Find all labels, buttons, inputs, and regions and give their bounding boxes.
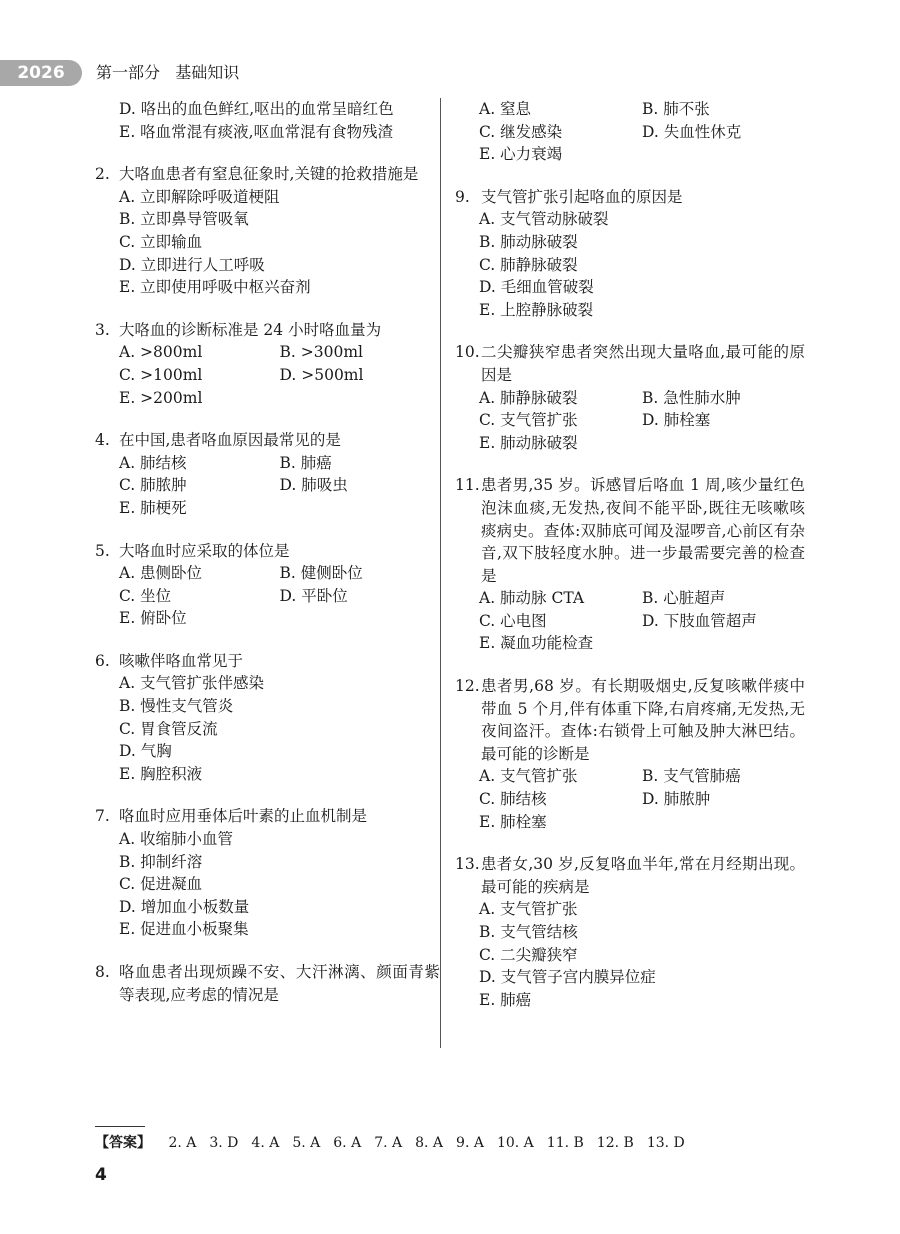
option-row	[119, 231, 440, 254]
option-row	[479, 765, 805, 788]
option: D. 下肢血管超声	[642, 611, 757, 630]
question	[95, 650, 440, 786]
option-row	[479, 921, 805, 944]
answer-key-label: 【答案】	[95, 1135, 151, 1151]
option: D. 肺脓肿	[642, 790, 711, 809]
question	[455, 341, 805, 454]
page-header	[0, 60, 900, 88]
option: B. 肺不张	[642, 100, 710, 118]
option: A. 支气管动脉破裂	[479, 210, 609, 229]
option: B. 支气管肺癌	[642, 767, 741, 786]
option-row	[119, 585, 440, 608]
option-row	[119, 740, 440, 763]
option-row	[479, 231, 805, 254]
option-row	[479, 632, 805, 655]
option: C. 肺脓肿	[119, 476, 187, 495]
option-row	[119, 672, 440, 695]
option: A. >800ml	[119, 343, 203, 362]
option: E. 肺癌	[479, 990, 532, 1009]
options	[455, 387, 805, 455]
answer-item: 8. A	[415, 1135, 444, 1151]
question-number: 9.	[455, 187, 470, 206]
answer-item: 12. B	[596, 1135, 634, 1151]
option: E. 立即使用呼吸中枢兴奋剂	[119, 278, 311, 297]
option-row	[119, 873, 440, 896]
right-column	[455, 98, 805, 1031]
option: C. 立即输血	[119, 232, 203, 251]
option: A. 肺结核	[119, 453, 187, 472]
options	[95, 341, 440, 409]
option: A. 立即解除呼吸道梗阻	[119, 187, 280, 206]
options	[455, 765, 805, 833]
option-row	[479, 432, 805, 455]
option: C. 坐位	[119, 586, 172, 605]
question-number: 4.	[95, 431, 110, 450]
question-stem	[455, 341, 805, 386]
section-title: 第一部分 基础知识	[96, 63, 240, 82]
option-row	[119, 918, 440, 941]
option: B. 慢性支气管炎	[119, 697, 234, 716]
option: B. 立即鼻导管吸氧	[119, 210, 249, 229]
option-row	[119, 387, 440, 410]
option-row	[119, 562, 440, 585]
question-stem	[95, 650, 440, 673]
option-row	[119, 364, 440, 387]
option-row	[479, 276, 805, 299]
option-row	[479, 387, 805, 410]
option: C. 心电图	[479, 611, 547, 630]
option-row	[479, 788, 805, 811]
question-number: 8.	[95, 963, 110, 981]
option-row	[479, 610, 805, 633]
question-stem	[95, 961, 440, 1006]
left-column	[95, 98, 440, 1026]
option: E. 肺栓塞	[479, 812, 547, 831]
option: E. 咯血常混有痰液,呕血常混有食物残渣	[119, 122, 394, 141]
option: C. 支气管扩张	[479, 411, 578, 430]
question-stem	[455, 186, 805, 209]
question	[95, 163, 440, 299]
option: E. 肺梗死	[119, 498, 187, 517]
answer-item: 2. A	[168, 1135, 197, 1151]
option-row	[479, 944, 805, 967]
option: E. 上腔静脉破裂	[479, 300, 594, 319]
option: D. 平卧位	[279, 586, 348, 605]
option: D. 气胸	[119, 742, 172, 761]
question-text: 大咯血的诊断标准是 24 小时咯血量为	[119, 320, 382, 339]
option-row	[479, 299, 805, 322]
question-number: 6.	[95, 651, 110, 670]
question	[95, 961, 440, 1006]
answer-item: 11. B	[546, 1135, 584, 1151]
option: C. 促进凝血	[119, 875, 203, 894]
page-number: 4	[95, 1165, 107, 1185]
option-row	[119, 828, 440, 851]
question-number: 11.	[455, 476, 480, 495]
option: D. 支气管子宫内膜异位症	[479, 968, 656, 987]
option: B. 急性肺水肿	[642, 388, 741, 407]
option: C. 肺静脉破裂	[479, 255, 578, 274]
question-number: 12.	[455, 677, 480, 696]
option: A. 肺静脉破裂	[479, 388, 578, 407]
option-row	[479, 811, 805, 834]
option: B. 肺癌	[279, 453, 332, 472]
option: E. 凝血功能检查	[479, 634, 594, 653]
question-stem	[95, 805, 440, 828]
option: A. 肺动脉 CTA	[479, 589, 585, 608]
option: E. 俯卧位	[119, 609, 187, 628]
option-row	[119, 276, 440, 299]
answer-item: 7. A	[374, 1135, 403, 1151]
option: D. 失血性休克	[642, 122, 742, 141]
question-number: 5.	[95, 541, 110, 560]
options	[455, 208, 805, 321]
options	[95, 186, 440, 299]
options	[95, 828, 440, 941]
option-row	[119, 497, 440, 520]
answer-key-rule	[95, 1126, 145, 1127]
option: A. 支气管扩张	[479, 767, 578, 786]
question-number: 10.	[455, 343, 480, 362]
option: E. 肺动脉破裂	[479, 433, 578, 452]
option-row	[119, 607, 440, 630]
option: B. 支气管结核	[479, 923, 578, 941]
option-row	[479, 966, 805, 989]
option-row	[479, 989, 805, 1012]
option: D. 肺吸虫	[279, 476, 348, 495]
question-number: 7.	[95, 807, 110, 826]
option-row	[479, 98, 805, 121]
option: C. 二尖瓣狭窄	[479, 945, 578, 964]
option: A. 窒息	[479, 100, 532, 118]
question	[95, 540, 440, 630]
question-number: 2.	[95, 165, 110, 184]
question-stem	[455, 474, 805, 587]
question	[455, 675, 805, 833]
option: C. 胃食管反流	[119, 719, 218, 738]
option-row	[119, 695, 440, 718]
question-text: 支气管扩张引起咯血的原因是	[481, 187, 683, 206]
option: B. 健侧卧位	[279, 564, 363, 583]
option: A. 支气管扩张伴感染	[119, 674, 265, 693]
option-row	[119, 474, 440, 497]
option: B. >300ml	[279, 343, 363, 362]
option: E. >200ml	[119, 388, 203, 407]
question	[95, 429, 440, 519]
answer-item: 3. D	[209, 1135, 239, 1151]
option: A. 支气管扩张	[479, 900, 578, 919]
question-text: 大咯血时应采取的体位是	[119, 541, 290, 560]
option: B. 抑制纤溶	[119, 852, 203, 871]
options	[95, 672, 440, 785]
question	[95, 319, 440, 409]
question-number: 3.	[95, 320, 110, 339]
answer-item: 13. D	[646, 1135, 685, 1151]
option: D. 增加血小板数量	[119, 897, 250, 916]
option-row	[119, 851, 440, 874]
option-row	[479, 898, 805, 921]
continued-options	[95, 98, 440, 143]
option: E. 胸腔积液	[119, 764, 203, 783]
option-row	[119, 763, 440, 786]
answer-item: 5. A	[292, 1135, 321, 1151]
question	[95, 805, 440, 941]
question-text: 咳嗽伴咯血常见于	[119, 651, 244, 670]
option-row	[119, 718, 440, 741]
question-text: 二尖瓣狭窄患者突然出现大量咯血,最可能的原因是	[481, 343, 805, 384]
question-text: 患者男,35 岁。诉感冒后咯血 1 周,咳少量红色泡沫血痰,无发热,夜间不能平卧,既往无咳嗽咳痰病史。查体:双肺底可闻及湿啰音,心前区有杂音,双下肢轻度水肿。进一步最需要完善的检查是	[481, 476, 805, 585]
question-stem	[95, 429, 440, 452]
answer-item: 6. A	[333, 1135, 362, 1151]
option-row	[479, 254, 805, 277]
option-row	[479, 208, 805, 231]
answer-key	[95, 1132, 685, 1152]
column-divider	[440, 98, 441, 1048]
question-number: 13.	[455, 855, 480, 874]
options	[95, 452, 440, 520]
option-row	[479, 409, 805, 432]
option: D. >500ml	[279, 365, 364, 384]
options	[455, 898, 805, 1011]
question-stem	[95, 163, 440, 186]
question-text: 大咯血患者有窒息征象时,关键的抢救措施是	[119, 165, 419, 184]
option-row	[119, 208, 440, 231]
option: E. 促进血小板聚集	[119, 920, 249, 939]
question-text: 患者男,68 岁。有长期吸烟史,反复咳嗽伴痰中带血 5 个月,伴有体重下降,右肩疼痛,无发热,无夜间盗汗。查体:右锁骨上可触及肿大淋巴结。最可能的诊断是	[481, 677, 805, 763]
option-row	[479, 121, 805, 144]
question-stem	[455, 853, 805, 898]
answer-key-items	[155, 1135, 684, 1151]
question-stem	[95, 540, 440, 563]
option: D. 毛细血管破裂	[479, 278, 594, 297]
question	[455, 474, 805, 655]
question-text: 患者女,30 岁,反复咯血半年,常在月经期出现。最可能的疾病是	[481, 855, 805, 896]
option: C. 继发感染	[479, 122, 563, 141]
option: C. 肺结核	[479, 790, 547, 809]
question-stem	[95, 319, 440, 342]
option: B. 肺动脉破裂	[479, 232, 578, 251]
option: A. 患侧卧位	[119, 564, 203, 583]
question-text: 咯血时应用垂体后叶素的止血机制是	[119, 807, 368, 826]
question-text: 咯血患者出现烦躁不安、大汗淋漓、颜面青紫等表现,应考虑的情况是	[119, 963, 440, 1004]
option: D. 立即进行人工呼吸	[119, 255, 265, 274]
option: A. 收缩肺小血管	[119, 830, 234, 849]
year-tab: 2026	[0, 60, 82, 86]
option: D. 肺栓塞	[642, 411, 711, 430]
question-stem	[455, 675, 805, 765]
option-row	[119, 341, 440, 364]
option-row	[479, 587, 805, 610]
option-row	[119, 452, 440, 475]
answer-item: 4. A	[251, 1135, 280, 1151]
option-row	[119, 186, 440, 209]
option: C. >100ml	[119, 365, 203, 384]
option-row	[479, 143, 805, 166]
options	[455, 587, 805, 655]
answer-item: 10. A	[496, 1135, 534, 1151]
continued-options	[455, 98, 805, 166]
option: B. 心脏超声	[642, 589, 726, 608]
option: D. 咯出的血色鲜红,呕出的血常呈暗红色	[119, 100, 394, 118]
question-text: 在中国,患者咯血原因最常见的是	[119, 431, 341, 450]
question	[455, 186, 805, 322]
question	[455, 853, 805, 1011]
options	[95, 562, 440, 630]
option: E. 心力衰竭	[479, 145, 563, 164]
option-row	[119, 254, 440, 277]
option-row	[119, 896, 440, 919]
answer-item: 9. A	[456, 1135, 484, 1151]
